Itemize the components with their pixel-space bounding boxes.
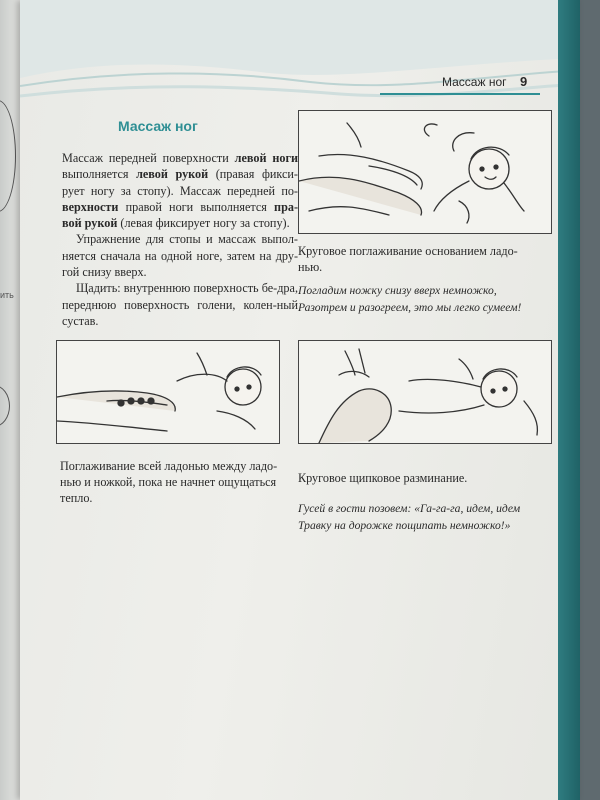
paragraph-segment: Щадить: внутреннюю поверхность бе- [76, 281, 278, 296]
page-teal-edge [558, 0, 580, 800]
caption-line: нью. [298, 260, 323, 274]
paragraph-segment: выполняется [62, 167, 137, 182]
caption-line: тепло. [60, 491, 93, 505]
paragraph-segment: дра, переднюю поверхность голени, колен- [62, 281, 298, 312]
section-title: Массаж ног [118, 118, 198, 134]
paragraph [62, 150, 298, 231]
page-number: 9 [520, 74, 528, 89]
paragraph-segment: левой ноги [234, 151, 298, 165]
adjacent-illustration-arc [0, 100, 16, 212]
paragraph-segment: (левая фиксирует ногу за стопу). [117, 216, 290, 231]
paragraph-segment: ный сустав. [62, 297, 298, 328]
paragraph-segment: выполняется [193, 199, 275, 214]
figure-caption [298, 470, 558, 486]
paragraph-segment: правой ноги [125, 199, 194, 214]
figure-caption [298, 243, 558, 275]
book-page [20, 0, 580, 800]
poem-line: Травку на дорожке пощипать немножко!» [298, 519, 511, 532]
paragraph-segment: верхности [62, 199, 126, 214]
baby-leg-massage-illustration [299, 111, 551, 233]
header-rule [380, 93, 540, 95]
baby-kneading-illustration [299, 341, 551, 443]
illustration-frame [298, 110, 552, 234]
adjacent-page-strip [0, 0, 22, 800]
paragraph-segment: гой снизу вверх. [62, 265, 147, 280]
figure-caption [60, 458, 300, 506]
poem-line: Гусей в гости позовем: «Га-га-га, идем, идем [298, 502, 521, 515]
paragraph-segment: вой рукой [62, 216, 118, 231]
paragraph-segment: пра- [274, 199, 298, 214]
running-title: Массаж ног [442, 75, 507, 89]
paragraph-segment: Массаж передней поверхности [62, 151, 235, 165]
caption-line: Круговое щипковое разминание. [298, 471, 468, 485]
baby-stroking-illustration [57, 341, 279, 443]
section-body [62, 150, 298, 329]
caption-line: нью и ножкой, пока не начнет ощущаться [60, 475, 277, 489]
illustration-frame [298, 340, 552, 444]
figure-poem [298, 500, 558, 534]
poem-line: Погладим ножку снизу вверх немножко, [298, 284, 497, 297]
caption-line: Круговое поглаживание основанием ладо- [298, 244, 518, 258]
paragraph [62, 280, 298, 329]
paragraph-segment: рует ногу за стопу). Массаж передней по- [62, 183, 298, 198]
paragraph-segment: няется сначала на одной ноге, затем на дру- [62, 248, 298, 263]
caption-line: Поглаживание всей ладонью между ладо- [60, 459, 278, 473]
adjacent-text-fragment: ить [0, 290, 14, 300]
paragraph-segment: (правая фикси- [208, 167, 298, 182]
paragraph-segment: левой рукой [136, 167, 209, 182]
adjacent-illustration-arc [0, 385, 10, 427]
paragraph-segment: Упражнение для стопы и массаж выпол- [76, 232, 298, 247]
paragraph [62, 231, 298, 280]
illustration-frame [56, 340, 280, 444]
poem-line: Разотрем и разогреем, это мы легко сумеем! [298, 301, 522, 314]
figure-poem [298, 282, 558, 316]
